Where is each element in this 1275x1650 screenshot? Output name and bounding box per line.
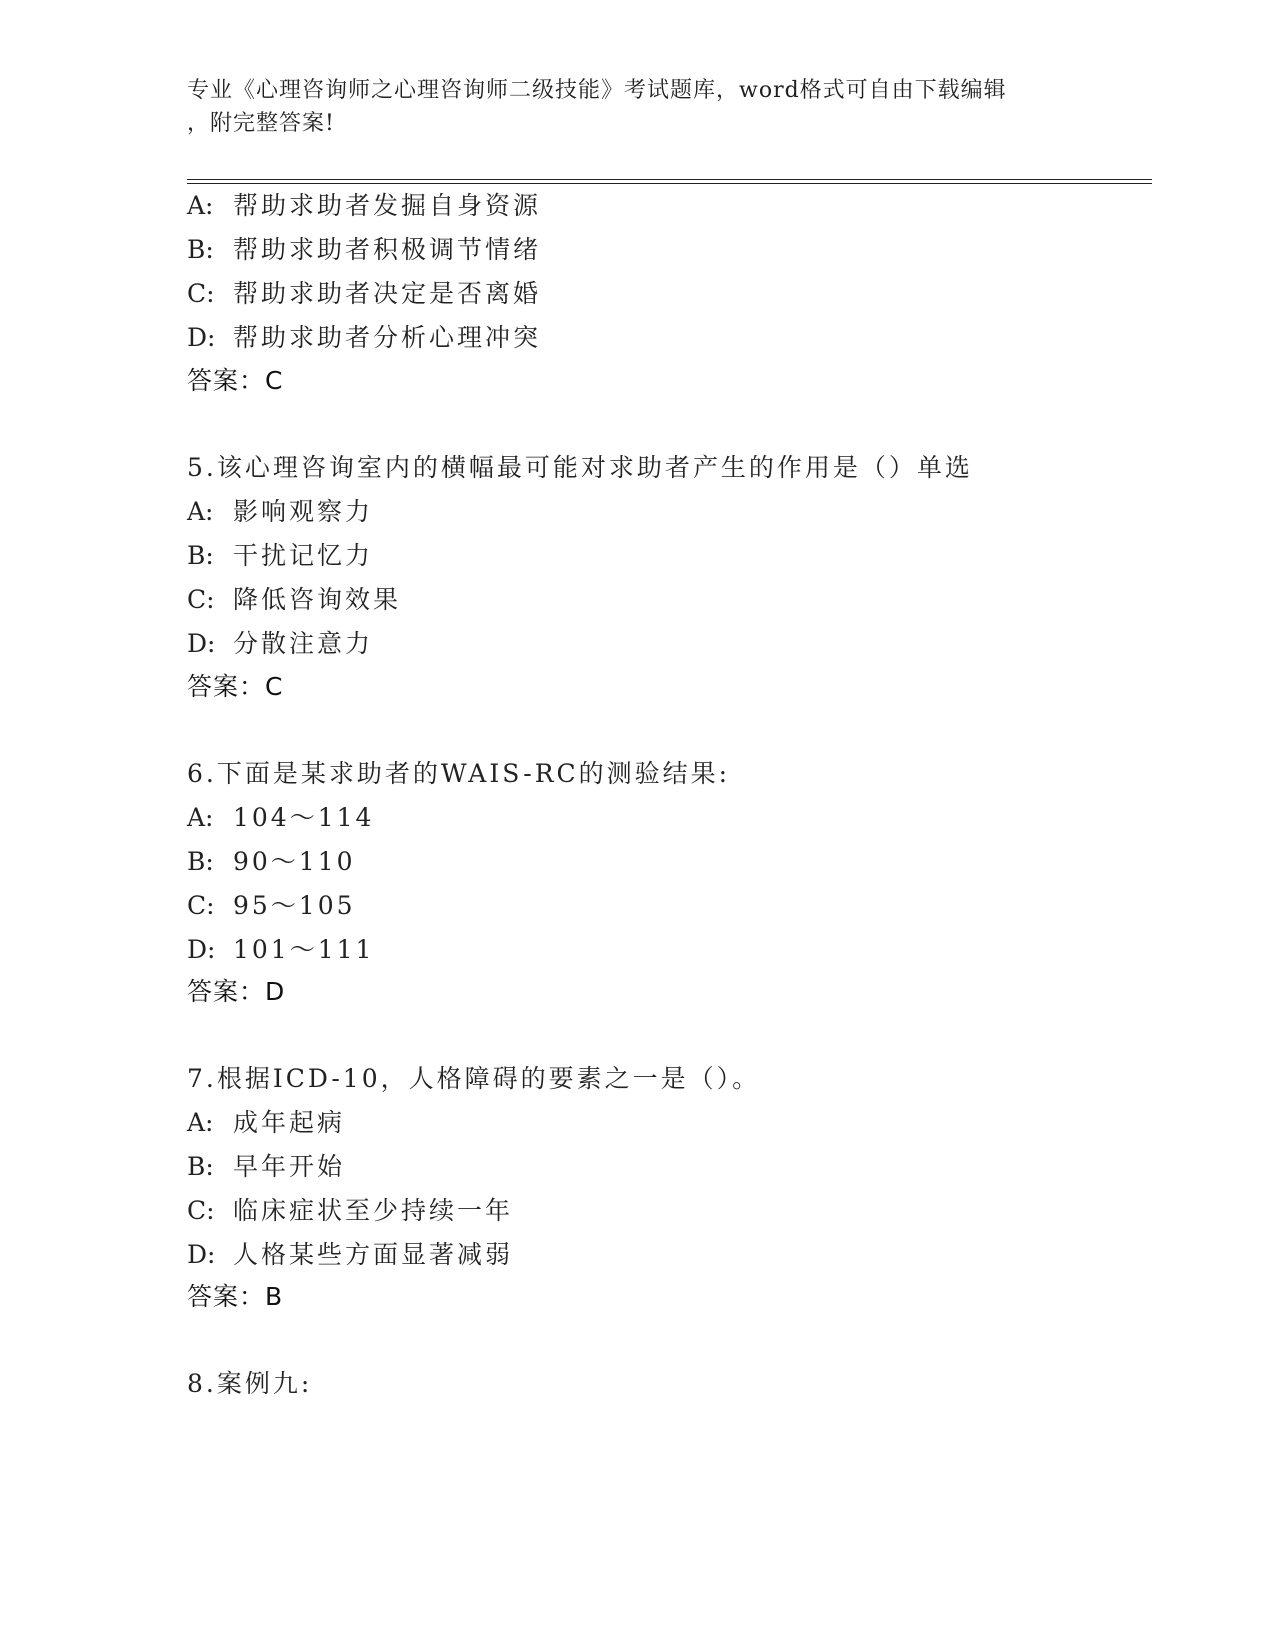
q7-option-a — [187, 1108, 345, 1138]
q5-option-a — [187, 497, 373, 527]
q7-option-d — [187, 1240, 513, 1270]
header-divider-bottom — [187, 183, 1152, 184]
option-letter: C: — [187, 1196, 215, 1225]
option-text: 人格某些方面显著减弱 — [233, 1240, 514, 1269]
q7-option-c — [187, 1196, 513, 1226]
option-text: 早年开始 — [233, 1152, 346, 1181]
option-letter: B: — [187, 1152, 214, 1181]
q4-option-c — [187, 279, 541, 309]
q6-option-b — [187, 847, 356, 877]
q6-answer: 答案：D — [187, 977, 286, 1006]
option-text: 帮助求助者决定是否离婚 — [233, 279, 542, 308]
header-divider-top — [187, 179, 1152, 180]
option-text: 影响观察力 — [233, 497, 374, 526]
q6-option-c — [187, 891, 356, 921]
option-letter: D: — [187, 629, 216, 658]
q6-option-d — [187, 935, 374, 965]
option-letter: A: — [187, 1108, 214, 1137]
option-text: 帮助求助者分析心理冲突 — [233, 323, 542, 352]
option-text: 帮助求助者发掘自身资源 — [233, 191, 542, 220]
option-text: 101～111 — [233, 935, 375, 964]
option-text: 分散注意力 — [233, 629, 374, 658]
option-text: 临床症状至少持续一年 — [233, 1196, 514, 1225]
header-line-2: ，附完整答案! — [187, 111, 335, 136]
option-letter: B: — [187, 541, 214, 570]
q4-option-b — [187, 235, 541, 265]
q4-option-a — [187, 191, 541, 221]
option-text: 成年起病 — [233, 1108, 346, 1137]
q7-option-b — [187, 1152, 345, 1182]
option-letter: D: — [187, 323, 216, 352]
q5-question: 5.该心理咨询室内的横幅最可能对求助者产生的作用是（）单选 — [187, 453, 973, 482]
option-text: 干扰记忆力 — [233, 541, 374, 570]
option-letter: A: — [187, 191, 214, 220]
option-letter: D: — [187, 1240, 216, 1269]
option-text: 90～110 — [233, 847, 356, 876]
q4-answer: 答案：C — [187, 366, 284, 395]
option-text: 95～105 — [233, 891, 356, 920]
q5-option-c — [187, 585, 401, 615]
option-text: 帮助求助者积极调节情绪 — [233, 235, 542, 264]
q5-option-b — [187, 541, 373, 571]
q5-answer: 答案：C — [187, 672, 284, 701]
header-line-1: 专业《心理咨询师之心理咨询师二级技能》考试题库，word格式可自由下载编辑 — [187, 78, 1007, 103]
option-letter: D: — [187, 935, 216, 964]
q6-option-a — [187, 803, 374, 833]
option-text: 降低咨询效果 — [233, 585, 402, 614]
q7-answer: 答案：B — [187, 1282, 284, 1311]
option-letter: B: — [187, 847, 214, 876]
option-letter: A: — [187, 497, 214, 526]
q4-option-d — [187, 323, 541, 353]
option-text: 104～114 — [233, 803, 375, 832]
q6-question: 6.下面是某求助者的WAIS-RC的测验结果: — [187, 759, 731, 788]
option-letter: C: — [187, 279, 215, 308]
option-letter: A: — [187, 803, 214, 832]
q7-question: 7.根据ICD-10，人格障碍的要素之一是（）。 — [187, 1064, 761, 1093]
option-letter: B: — [187, 235, 214, 264]
option-letter: C: — [187, 585, 215, 614]
document-header — [187, 74, 1087, 140]
q8-question: 8.案例九: — [187, 1369, 313, 1398]
q5-option-d — [187, 629, 373, 659]
option-letter: C: — [187, 891, 215, 920]
